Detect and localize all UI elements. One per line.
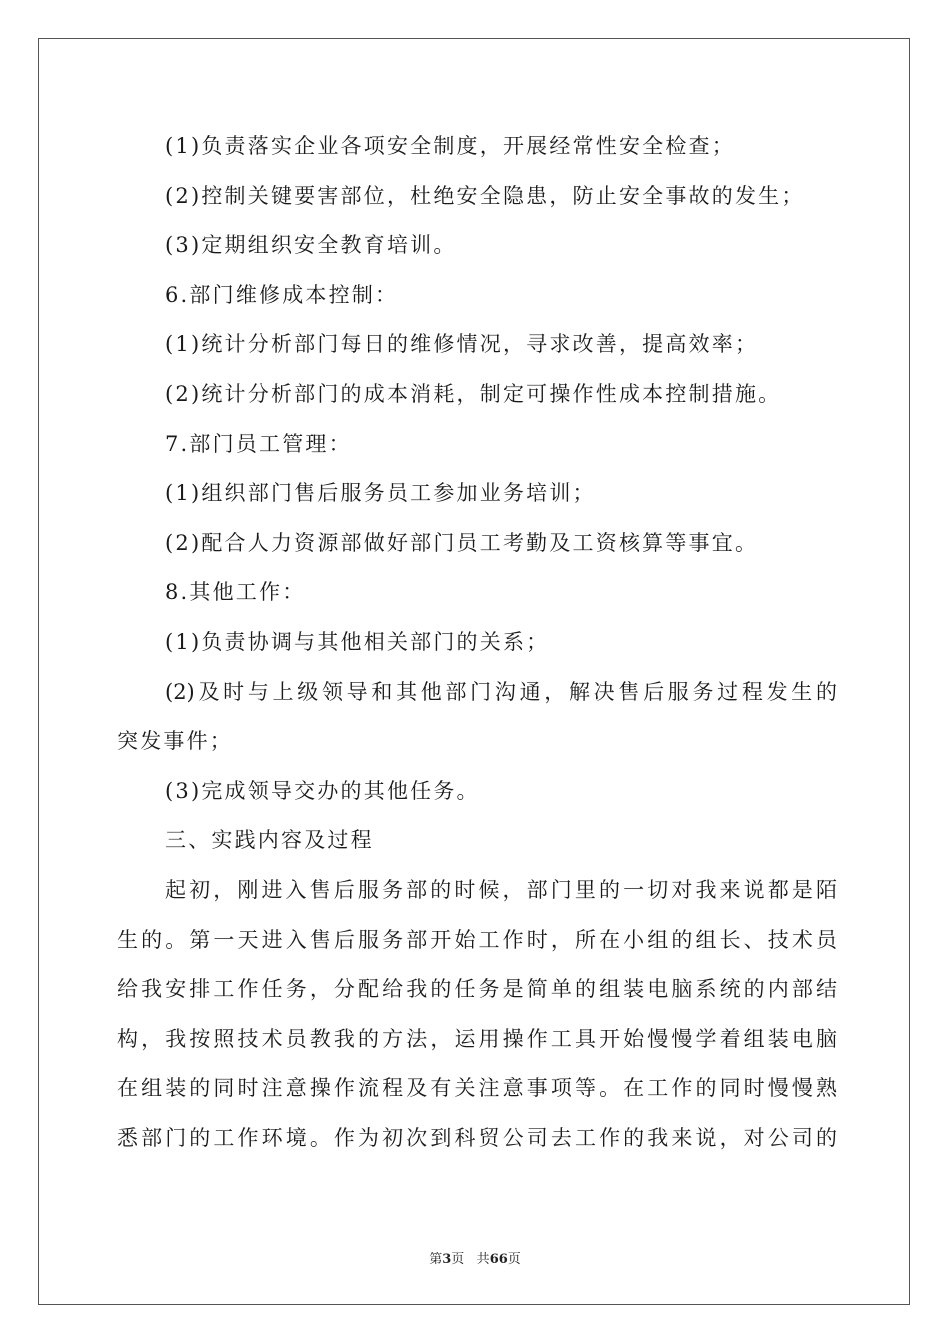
text-line: (1)负责协调与其他相关部门的关系； <box>165 629 550 654</box>
text-line: 生的。第一天进入售后服务部开始工作时，所在小组的组长、技术员 <box>117 927 837 952</box>
text-line: 7.部门员工管理： <box>165 431 352 456</box>
text-line: 在组装的同时注意操作流程及有关注意事项等。在工作的同时慢慢熟 <box>117 1076 837 1101</box>
footer-total-prefix: 共 <box>476 1252 490 1267</box>
footer-page-prefix: 第 <box>429 1252 443 1267</box>
text-line: (3)完成领导交办的其他任务。 <box>165 778 480 803</box>
footer-total-suffix: 页 <box>507 1252 521 1267</box>
text-line: (1)组织部门售后服务员工参加业务培训； <box>165 481 596 506</box>
document-body <box>117 122 837 1163</box>
text-line: 给我安排工作任务，分配给我的任务是简单的组装电脑系统的内部结 <box>117 977 837 1002</box>
text-line: (2)控制关键要害部位，杜绝安全隐患，防止安全事故的发生； <box>165 183 805 208</box>
footer-page-current: 3 <box>442 1252 452 1267</box>
page-footer <box>0 1248 950 1267</box>
text-line: 悉部门的工作环境。作为初次到科贸公司去工作的我来说，对公司的 <box>117 1125 837 1150</box>
footer-page-total: 66 <box>489 1252 508 1267</box>
text-line: (3)定期组织安全教育培训。 <box>165 233 457 258</box>
text-line: 起初，刚进入售后服务部的时候，部门里的一切对我来说都是陌 <box>165 877 837 902</box>
text-line: 突发事件； <box>117 729 233 754</box>
text-line: (1)统计分析部门每日的维修情况，寻求改善，提高效率； <box>165 332 759 357</box>
text-line: (2)统计分析部门的成本消耗，制定可操作性成本控制措施。 <box>165 381 782 406</box>
text-line: 三、实践内容及过程 <box>165 828 374 853</box>
text-line: 8.其他工作： <box>165 580 306 605</box>
text-line: 6.部门维修成本控制： <box>165 282 399 307</box>
text-line: (1)负责落实企业各项安全制度，开展经常性安全检查； <box>165 134 735 158</box>
text-line: (2)配合人力资源部做好部门员工考勤及工资核算等事宜。 <box>165 530 759 555</box>
text-line: (2)及时与上级领导和其他部门沟通，解决售后服务过程发生的 <box>165 679 837 704</box>
footer-page-suffix: 页 <box>451 1252 465 1267</box>
text-line: 构，我按照技术员教我的方法，运用操作工具开始慢慢学着组装电脑 <box>117 1026 837 1051</box>
